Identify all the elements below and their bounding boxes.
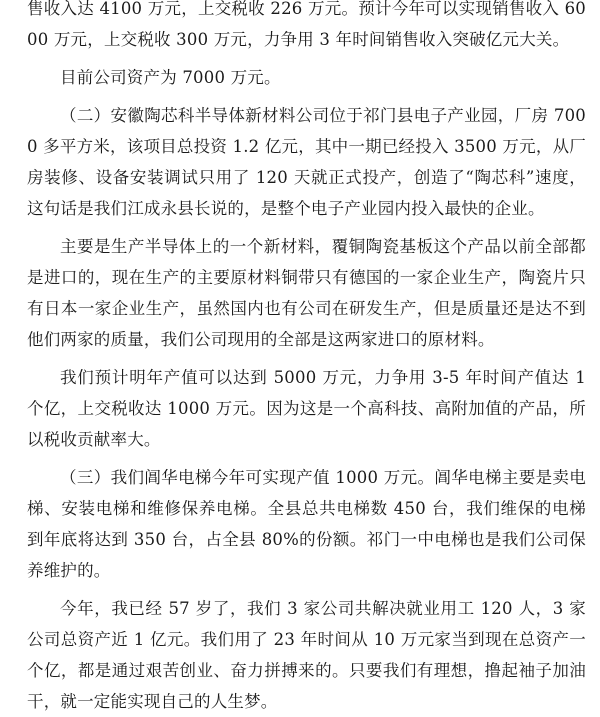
paragraph-taoxinke-company: （二）安徽陶芯科半导体新材料公司位于祁门县电子产业园，厂房 7000 多平方米，该项目总投资 1.2 亿元，其中一期已经投入 3500 万元，从厂房装修、设备安装调试只用了 120 天就正式投产，创造了“陶芯科”速度，这句话是我们江成永县长说的，是整个电子产业园内投入最快的企业。: [27, 106, 586, 218]
paragraph-main-product: 主要是生产半导体上的一个新材料，覆铜陶瓷基板这个产品以前全部都是进口的，现在生产的主要原材料铜带只有德国的一家企业生产，陶瓷片只有日本一家企业生产，虽然国内也有公司在研发生产，但是质量还是达不到他们两家的质量，我们公司现用的全部是这两家进口的原材料。: [27, 237, 586, 349]
paragraph-company-assets: 目前公司资产为 7000 万元。: [60, 68, 281, 87]
paragraph-personal-summary: 今年，我已经 57 岁了，我们 3 家公司共解决就业用工 120 人，3 家公司总资产近 1 亿元。我们用了 23 年时间从 10 万元家当到现在总资产一个亿，都是通过艰苦创业、奋力拼搏来的。只要我们有理想，撸起袖子加油干，就一定能实现自己的人生梦。: [27, 599, 586, 711]
paragraph-output-forecast: 我们预计明年产值可以达到 5000 万元，力争用 3-5 年时间产值达 1 个亿，上交税收达 1000 万元。因为这是一个高科技、高附加值的产品，所以税收贡献率大。: [27, 368, 586, 449]
paragraph-changhua-elevator: （三）我们阊华电梯今年可实现产值 1000 万元。阊华电梯主要是卖电梯、安装电梯和维修保养电梯。全县总共电梯数 450 台，我们维保的电梯到年底将达到 350 台，占全县 80%的份额。祁门一中电梯也是我们公司保养维护的。: [27, 468, 586, 580]
paragraph-sales-continued: 售收入达 4100 万元，上交税收 226 万元。预计今年可以实现销售收入 6000 万元，上交税收 300 万元，力争用 3 年时间销售收入突破亿元大关。: [27, 0, 586, 49]
